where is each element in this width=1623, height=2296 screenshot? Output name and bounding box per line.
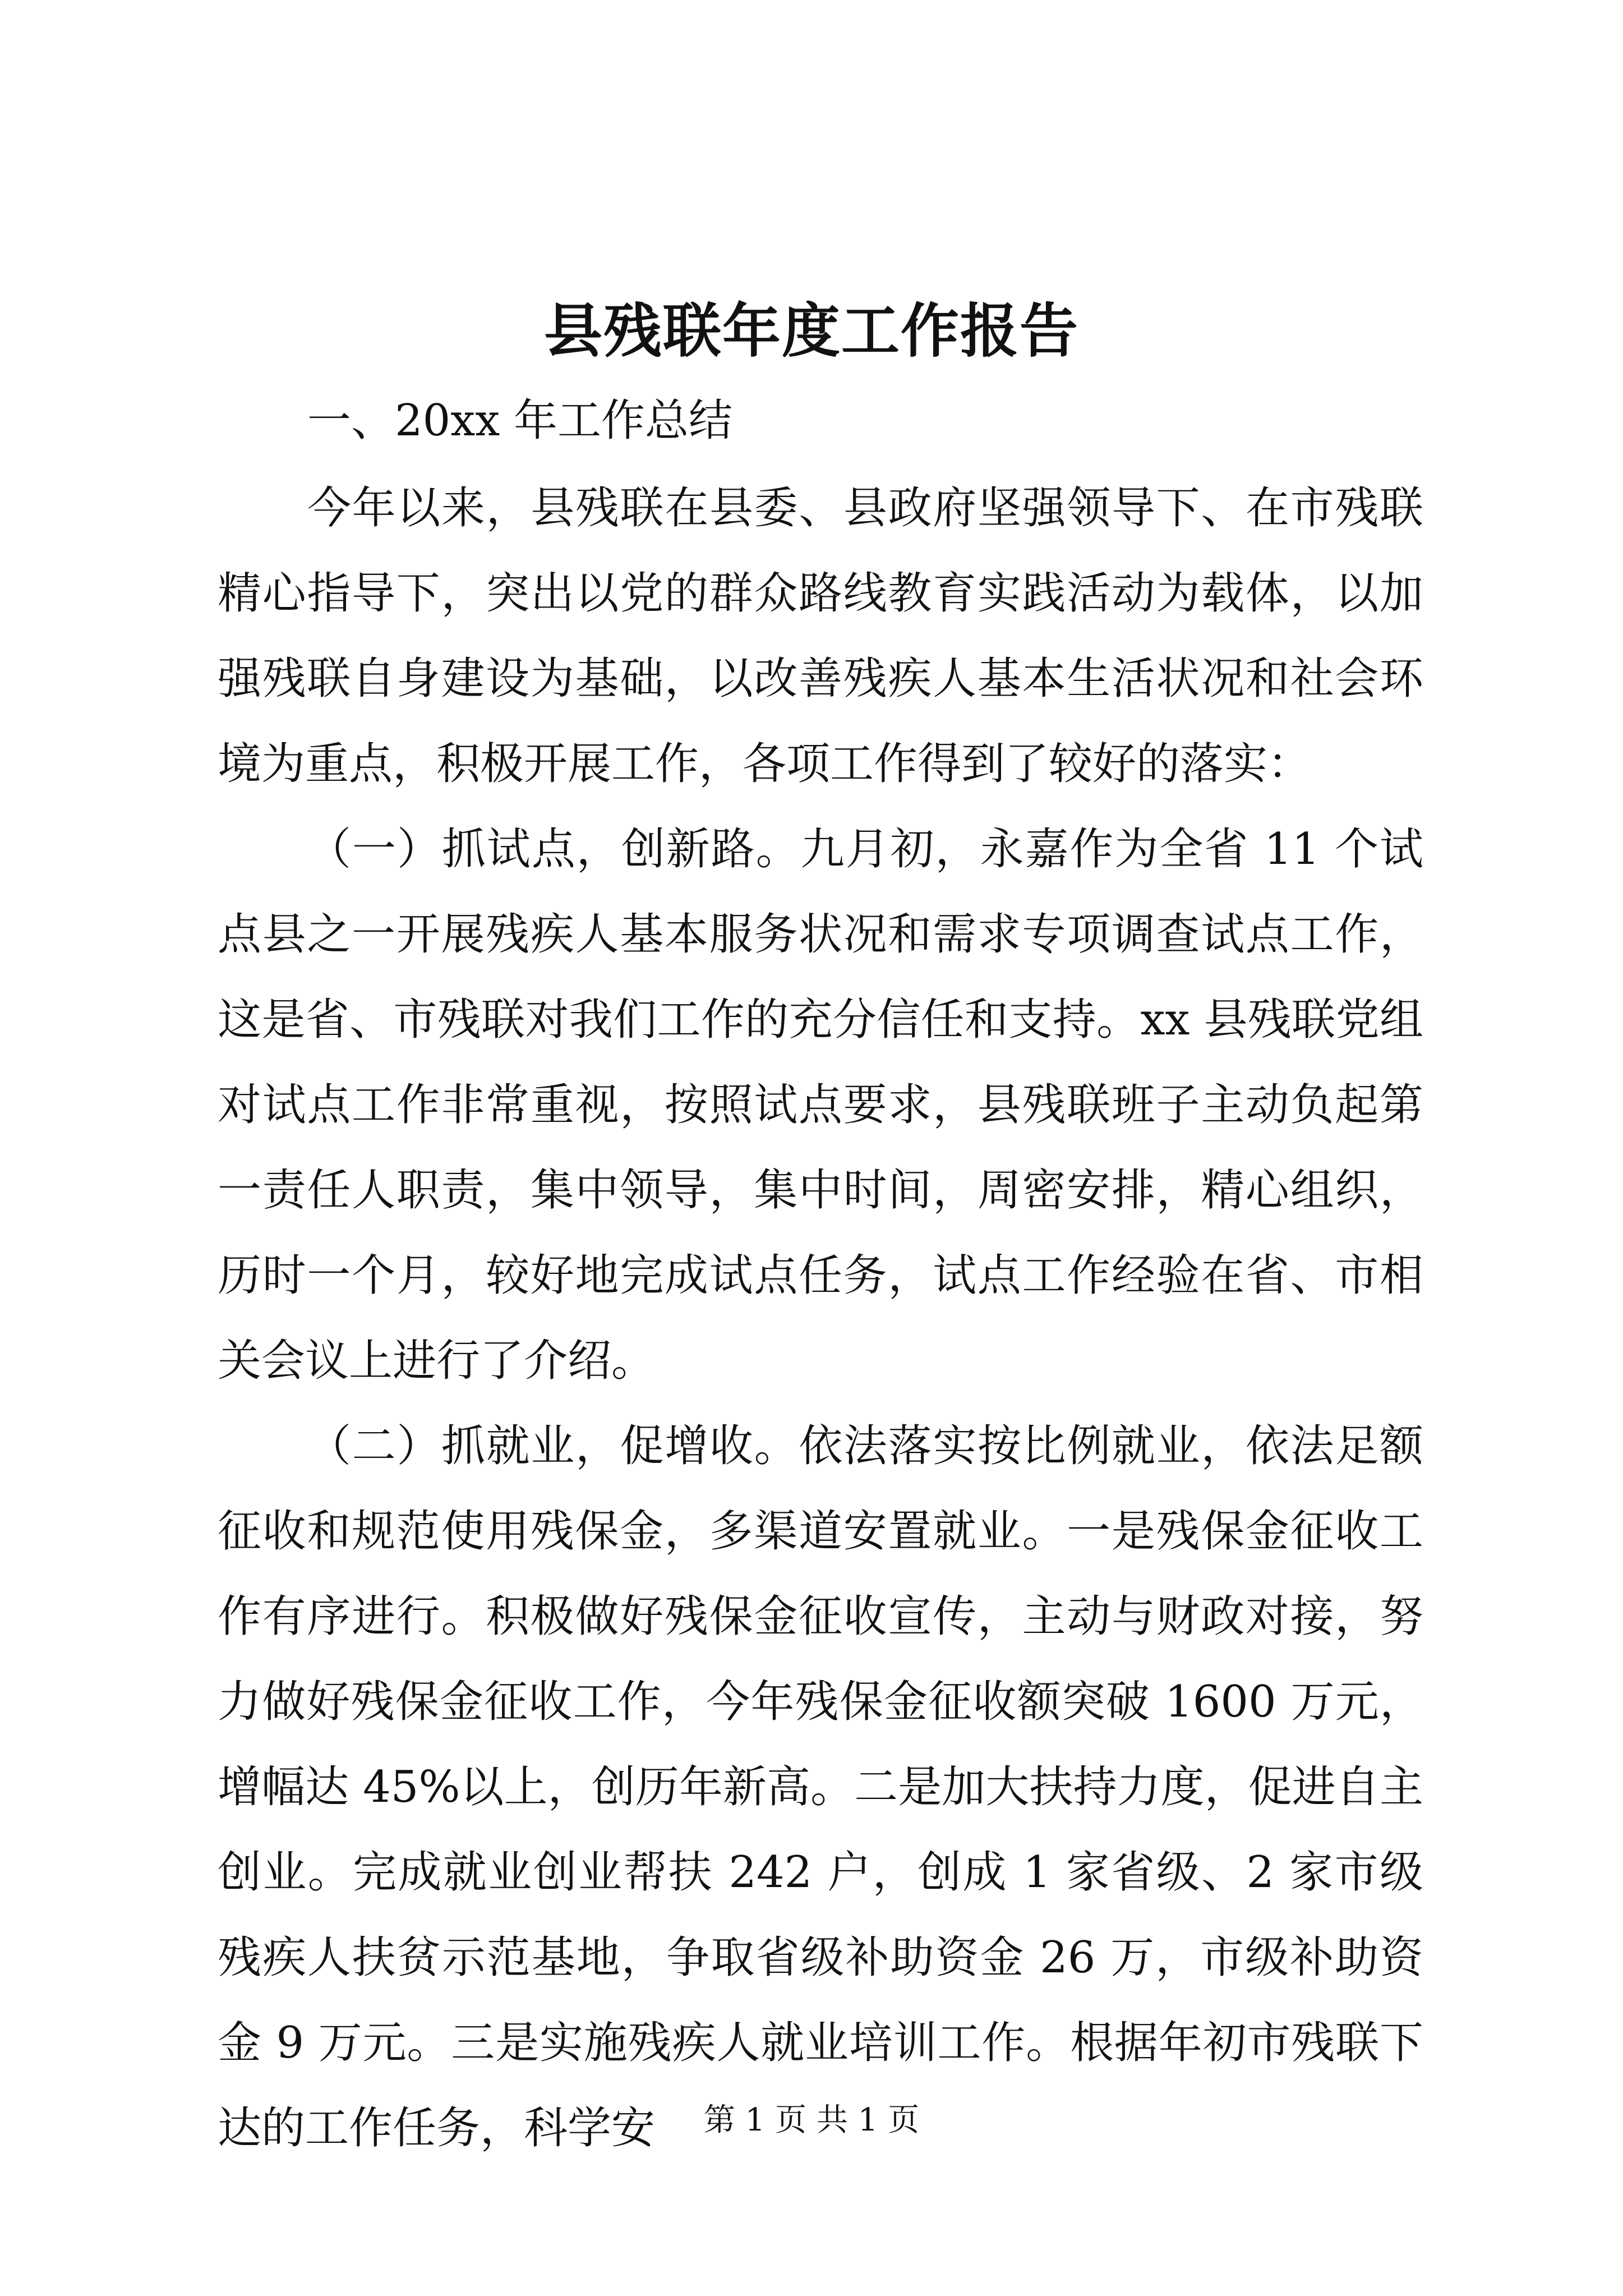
document-body xyxy=(218,387,1423,2171)
document-title: 县残联年度工作报告 xyxy=(543,296,1079,365)
paragraph-pilot: （一）抓试点，创新路。九月初，永嘉作为全省 11 个试点县之一开展残疾人基本服务状况和需求专项调查试点工作，这是省、市残联对我们工作的充分信任和支持。xx 县残联党组对试点工作非常重视，按照试点要求，县残联班子主动负起第一责任人职责，集中领导，集中时间，周密安排，精心组织，历时一个月，较好地完成试点任务，试点工作经验在省、市相关会议上进行了介绍。 xyxy=(218,824,1423,1386)
paragraph-intro: 今年以来，县残联在县委、县政府坚强领导下、在市残联精心指导下，突出以党的群众路线教育实践活动为载体，以加强残联自身建设为基础，以改善残疾人基本生活状况和社会环境为重点，积极开展工作，各项工作得到了较好的落实： xyxy=(218,483,1423,789)
section-heading: 一、20xx 年工作总结 xyxy=(307,395,733,446)
paragraph-employment: （二）抓就业，促增收。依法落实按比例就业，依法足额征收和规范使用残保金，多渠道安置就业。一是残保金征收工作有序进行。积极做好残保金征收宣传，主动与财政对接，努力做好残保金征收工作，今年残保金征收额突破 1600 万元，增幅达 45%以上，创历年新高。二是加大扶持力度，促进自主创业。完成就业创业帮扶 242 户，创成 1 家省级、2 家市级残疾人扶贫示范基地，争取省级补助资金 26 万，市级补助资金 9 万元。三是实施残疾人就业培训工作。根据年初市残联下达的工作任务，科学安 xyxy=(218,1421,1423,2154)
page-footer: 第 1 页 共 1 页 xyxy=(703,2102,920,2138)
